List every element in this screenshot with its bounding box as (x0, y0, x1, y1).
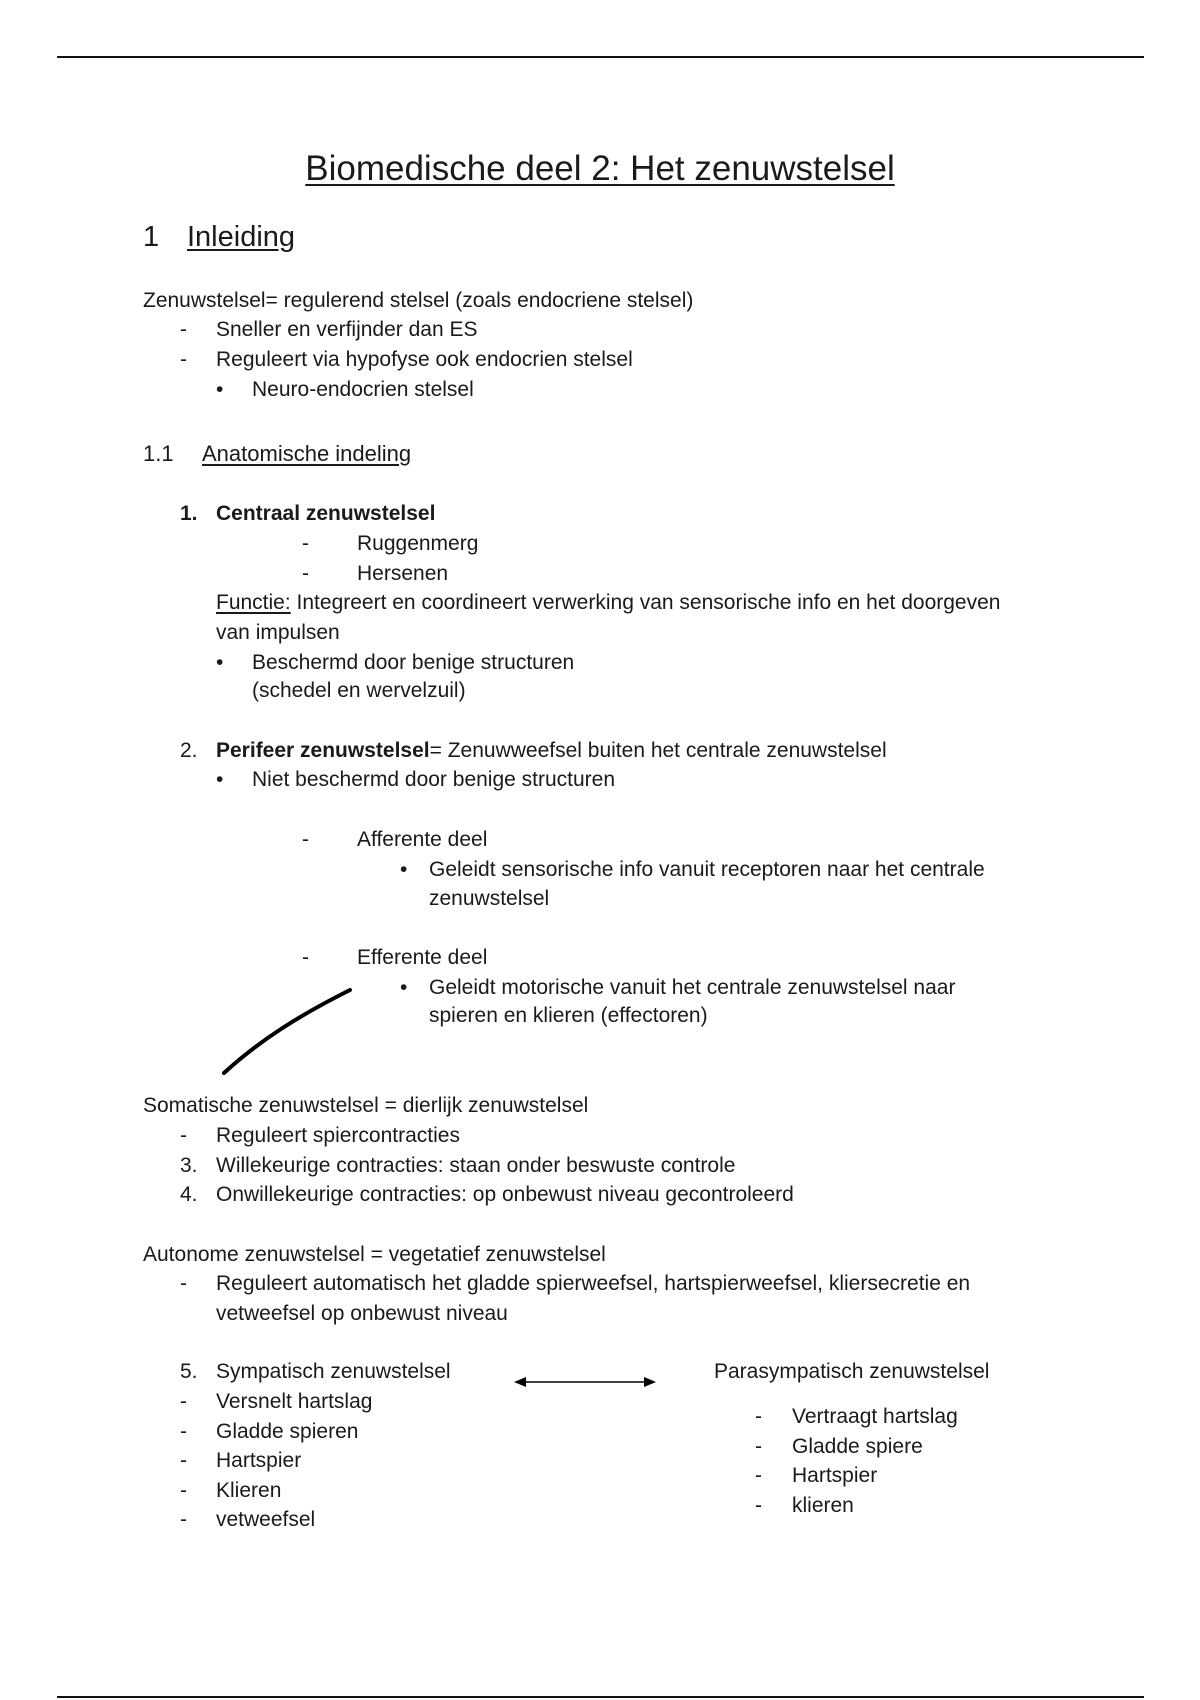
intro-bullet-2: Reguleert via hypofyse ook endocrien stelsel (216, 348, 633, 371)
dash-marker: - (180, 1390, 187, 1413)
double-arrow-right-head (644, 1377, 656, 1387)
parasympathetic-item: Hartspier (792, 1464, 878, 1487)
bullet-marker: • (400, 858, 408, 881)
dash-marker: - (755, 1405, 762, 1428)
afferent-label: Afferente deel (357, 828, 488, 851)
autonomic-line-2: vetweefsel op onbewust niveau (216, 1302, 508, 1325)
sympathetic-item: Gladde spieren (216, 1420, 359, 1443)
somatic-item-number: 3. (180, 1154, 198, 1177)
czs-function-text: Integreert en coordineert verwerking van sensorische info en het doorgeven (290, 591, 1001, 614)
sympathetic-number: 5. (180, 1360, 198, 1383)
somatic-item-number: 4. (180, 1183, 198, 1206)
bullet-marker: • (400, 976, 408, 999)
section-1-number: 1 (143, 221, 160, 253)
czs-function-label: Functie: (216, 591, 291, 614)
somatic-item: Willekeurige contracties: staan onder beswuste controle (216, 1154, 736, 1177)
sympathetic-item: Klieren (216, 1479, 282, 1502)
intro-definition: Zenuwstelsel= regulerend stelsel (zoals endocriene stelsel) (143, 289, 694, 312)
dash-marker: - (302, 828, 309, 851)
sympathetic-item: vetweefsel (216, 1508, 316, 1531)
pzs-heading: Perifeer zenuwstelsel (216, 739, 430, 762)
page-title: Biomedische deel 2: Het zenuwstelsel (305, 149, 895, 188)
parasympathetic-item: klieren (792, 1494, 854, 1517)
sympathetic-heading: Sympatisch zenuwstelsel (216, 1360, 451, 1383)
sympathetic-item: Versnelt hartslag (216, 1390, 373, 1413)
intro-sub-bullet: Neuro-endocrien stelsel (252, 378, 474, 401)
czs-part-1: Ruggenmerg (357, 532, 479, 555)
dash-marker: - (180, 1124, 187, 1147)
czs-part-2: Hersenen (357, 562, 449, 585)
efferent-label: Efferente deel (357, 946, 488, 969)
intro-bullet-1: Sneller en verfijnder dan ES (216, 318, 478, 341)
dash-marker: - (755, 1494, 762, 1517)
bottom-rule (57, 1696, 1144, 1698)
afferent-line-1: Geleidt sensorische info vanuit receptoren naar het centrale (429, 858, 985, 881)
dash-marker: - (302, 946, 309, 969)
dash-marker: - (180, 318, 187, 341)
dash-marker: - (302, 562, 309, 585)
dash-marker: - (180, 1479, 187, 1502)
bullet-marker: • (216, 378, 224, 401)
dash-marker: - (180, 1449, 187, 1472)
bullet-marker: • (216, 768, 224, 791)
czs-function-line-2: van impulsen (216, 621, 340, 644)
section-1-1-heading: Anatomische indeling (202, 441, 412, 466)
czs-heading: Centraal zenuwstelsel (216, 502, 436, 525)
dash-marker: - (180, 1508, 187, 1531)
dash-marker: - (755, 1464, 762, 1487)
efferent-line-1: Geleidt motorische vanuit het centrale zenuwstelsel naar (429, 976, 956, 999)
somatic-definition: Somatische zenuwstelsel = dierlijk zenuwstelsel (143, 1094, 589, 1117)
double-arrow-left-head (514, 1377, 526, 1387)
section-1-heading: Inleiding (187, 221, 296, 253)
parasympathetic-item: Vertraagt hartslag (792, 1405, 958, 1428)
section-1-1-number: 1.1 (143, 441, 174, 466)
somatic-item: Onwillekeurige contracties: op onbewust niveau gecontroleerd (216, 1183, 794, 1206)
parasympathetic-heading: Parasympatisch zenuwstelsel (714, 1360, 990, 1383)
dash-marker: - (180, 1420, 187, 1443)
bullet-marker: • (216, 651, 224, 674)
pzs-number: 2. (180, 739, 198, 762)
dash-marker: - (302, 532, 309, 555)
parasympathetic-item: Gladde spiere (792, 1435, 923, 1458)
efferent-line-2: spieren en klieren (effectoren) (429, 1004, 708, 1027)
autonomic-line-1: Reguleert automatisch het gladde spierweefsel, hartspierweefsel, kliersecretie en (216, 1272, 971, 1295)
czs-protection-line-2: (schedel en wervelzuil) (252, 679, 466, 702)
handwritten-stroke (224, 990, 350, 1073)
autonomic-definition: Autonome zenuwstelsel = vegetatief zenuwstelsel (143, 1243, 606, 1266)
sympathetic-item: Hartspier (216, 1449, 302, 1472)
somatic-bullet: Reguleert spiercontracties (216, 1124, 460, 1147)
dash-marker: - (755, 1435, 762, 1458)
pzs-definition: = Zenuwweefsel buiten het centrale zenuwstelsel (429, 739, 887, 762)
czs-number: 1. (180, 502, 198, 525)
afferent-line-2: zenuwstelsel (429, 887, 550, 910)
czs-protection-line-1: Beschermd door benige structuren (252, 651, 575, 674)
pzs-protection: Niet beschermd door benige structuren (252, 768, 616, 791)
dash-marker: - (180, 348, 187, 371)
dash-marker: - (180, 1272, 187, 1295)
